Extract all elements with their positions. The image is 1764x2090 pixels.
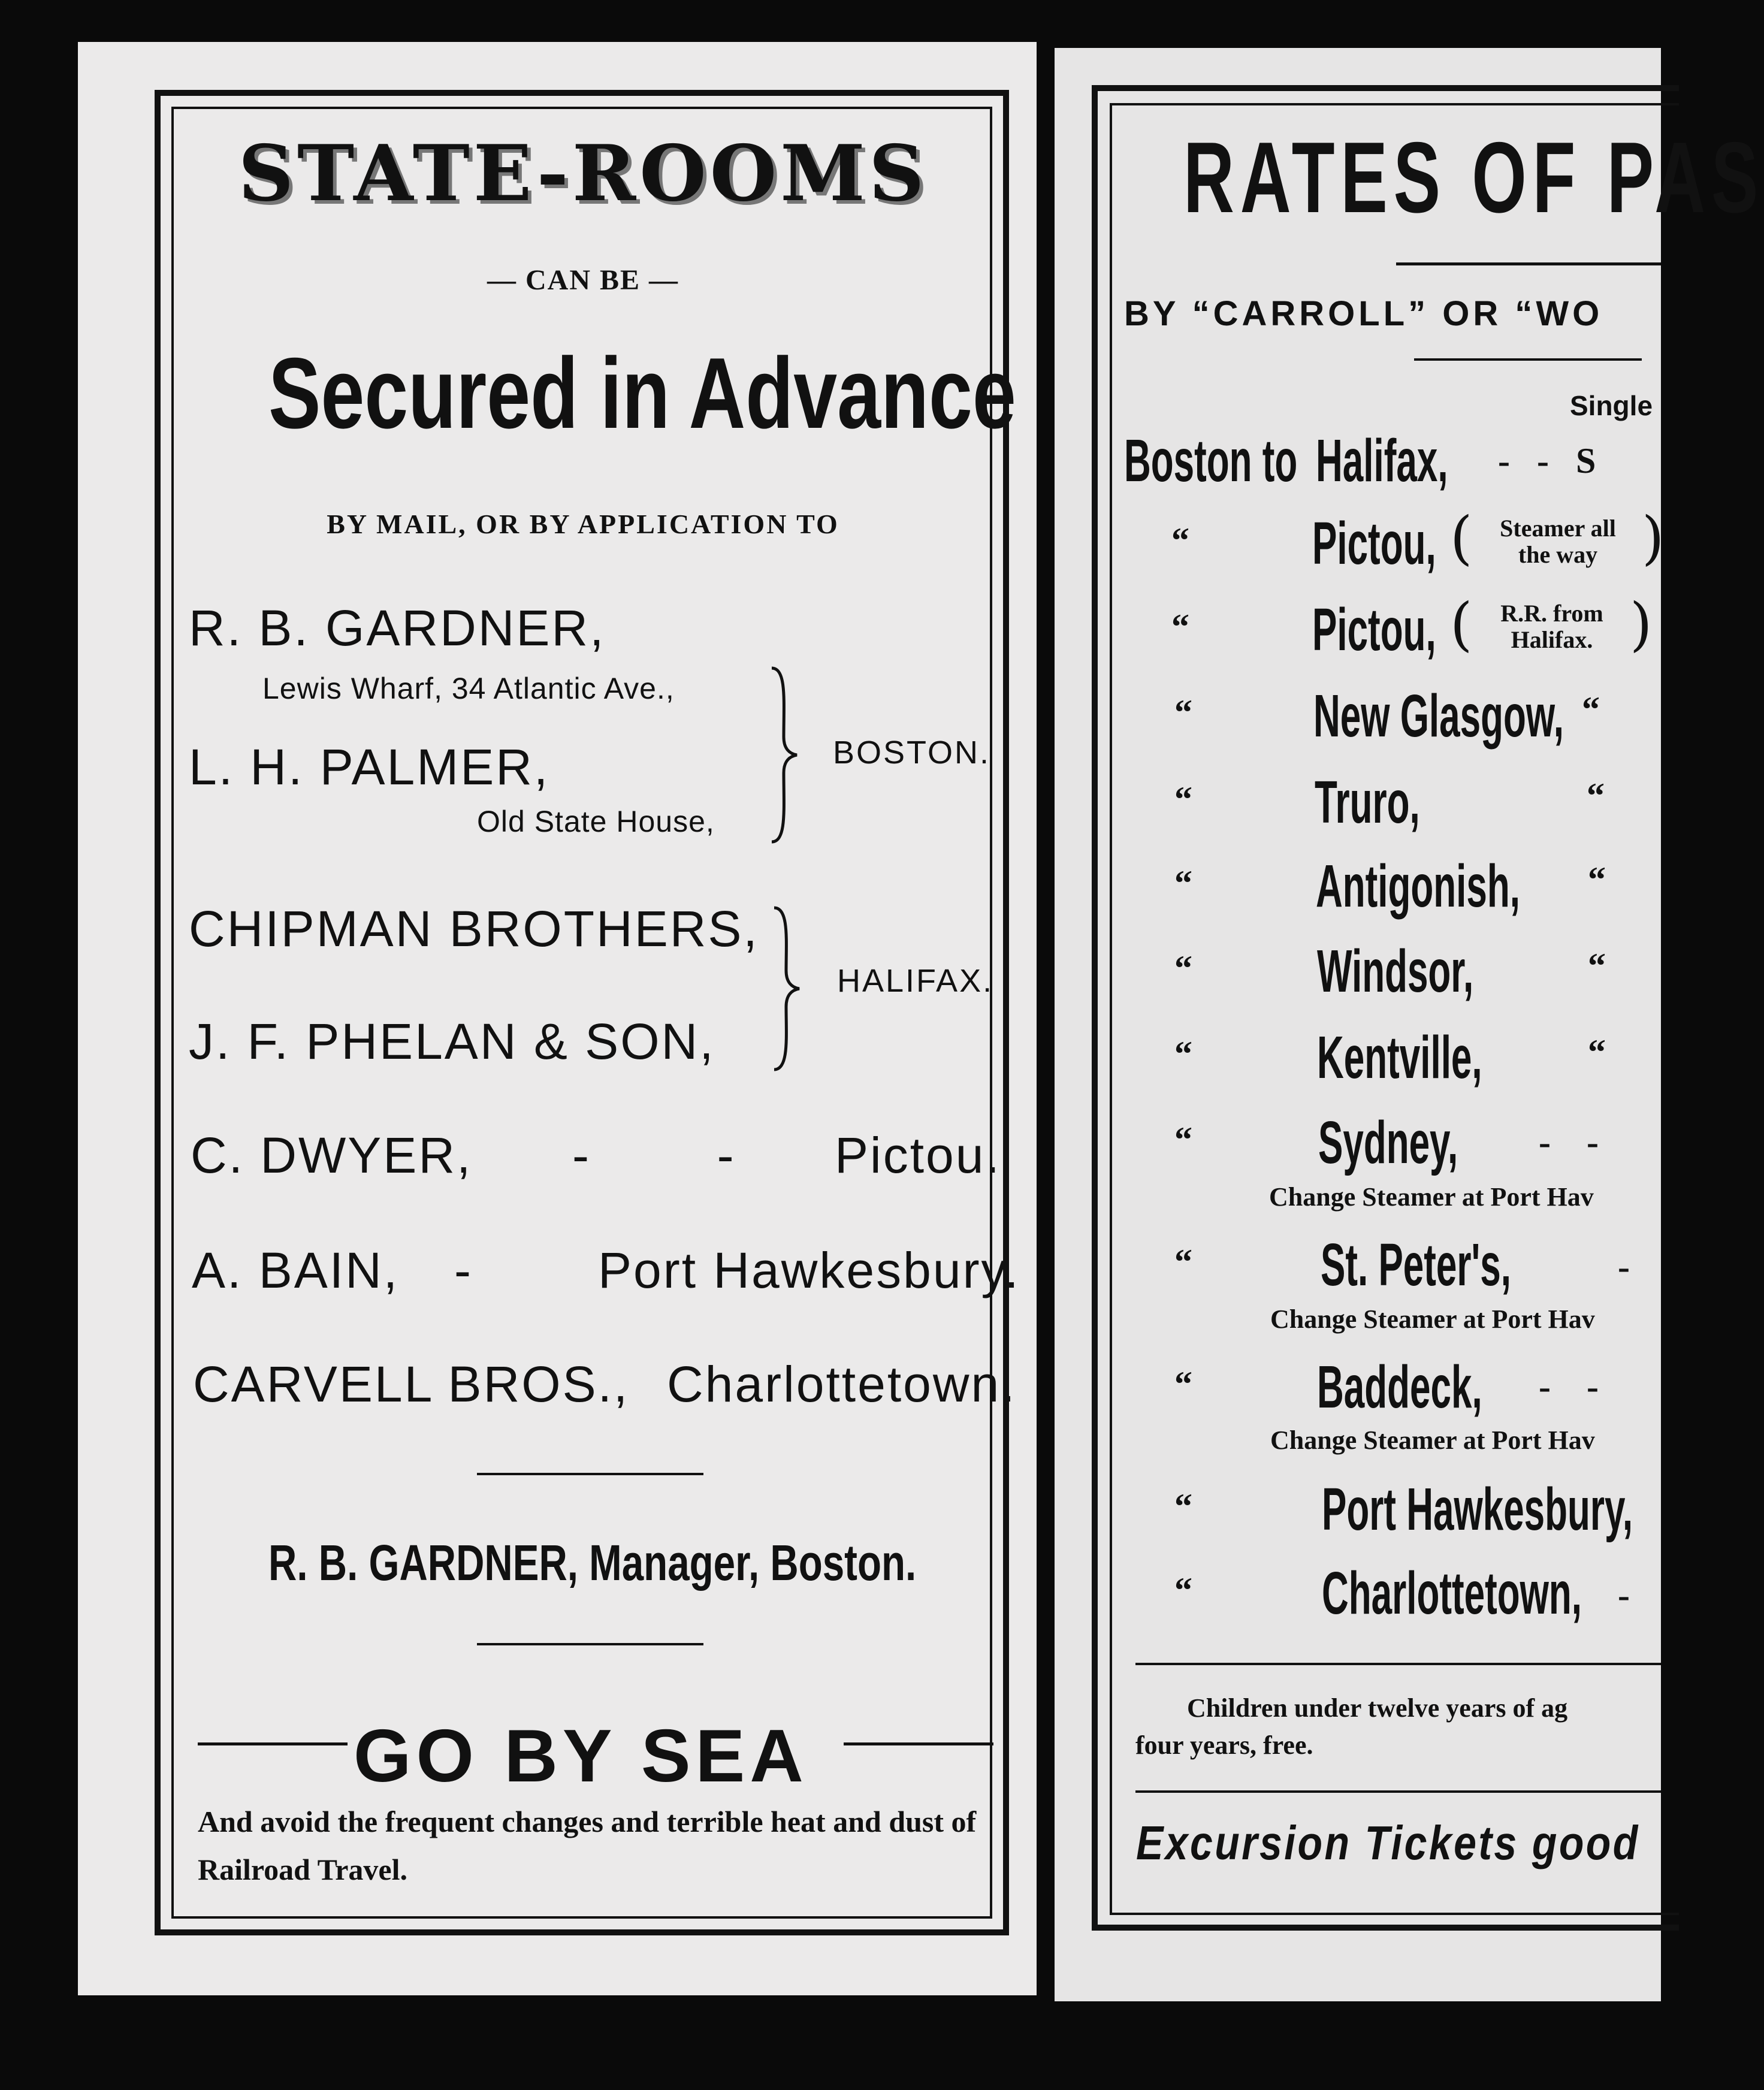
avoid-railroad-text: And avoid the frequent changes and terrible heat and dust of Railroad Travel. <box>198 1805 977 1886</box>
agent-palmer-name: L. H. PALMER, <box>189 739 550 795</box>
paren-open: ( <box>1450 505 1473 572</box>
ditto-mark: “ <box>1174 1242 1192 1282</box>
agent-chipman-name: CHIPMAN BROTHERS, <box>189 901 759 957</box>
can-be-text: — CAN BE — <box>487 264 679 296</box>
pictou-steamer-note <box>1468 515 1648 568</box>
pictou-steamer-note-top: Steamer all <box>1500 515 1616 542</box>
row-dest-charlottetown: Charlottetown, <box>1322 1560 1582 1627</box>
row-tail-truro: “ <box>1587 776 1605 816</box>
go-by-sea-rule-right <box>844 1742 993 1745</box>
state-rooms-title: STATE-ROOMS <box>238 129 928 219</box>
ditto-mark: “ <box>1174 1364 1192 1404</box>
paren-open: ( <box>1450 591 1473 658</box>
row-dest-kentville: Kentville, <box>1317 1024 1482 1091</box>
go-by-sea-rule-left <box>198 1742 348 1745</box>
pictou-rr-note <box>1468 600 1636 653</box>
agent-gardner-address: Lewis Wharf, 34 Atlantic Ave., <box>262 672 675 705</box>
ditto-mark: “ <box>1174 1487 1192 1526</box>
ditto-mark: “ <box>1174 1120 1192 1159</box>
agent-carvell-city: Charlottetown. <box>667 1356 1017 1412</box>
halifax-city-label: HALIFAX. <box>837 963 994 999</box>
agent-dwyer-dashes: - - <box>572 1127 736 1183</box>
boston-brace <box>766 665 802 845</box>
ditto-mark: “ <box>1174 949 1192 988</box>
ditto-mark: “ <box>1174 863 1192 903</box>
agent-bain-city: Port Hawkesbury. <box>598 1242 1020 1298</box>
children-note-line2: four years, free. <box>1135 1730 1313 1760</box>
ditto-mark: “ <box>1174 1570 1192 1610</box>
agent-gardner-name: R. B. GARDNER, <box>189 600 606 656</box>
row-dest-antigonish: Antigonish, <box>1316 853 1520 920</box>
agent-carvell-name: CARVELL BROS., <box>193 1356 630 1412</box>
row-tail-halifax: - - S <box>1498 441 1596 481</box>
boston-city-label: BOSTON. <box>833 735 991 771</box>
excursion-tickets-text: Excursion Tickets good <box>1136 1816 1640 1869</box>
row-dest-pictou-rr: Pictou, <box>1312 596 1436 663</box>
subtitle-rule <box>1414 358 1642 361</box>
row-dest-st-peters: St. Peter's, <box>1321 1231 1511 1298</box>
divider-rule-2 <box>477 1643 703 1645</box>
single-column-header: Single <box>1570 390 1653 421</box>
agent-phelan-name: J. F. PHELAN & SON, <box>189 1013 715 1070</box>
row-dest-sydney: Sydney, <box>1318 1109 1458 1176</box>
agent-dwyer-city: Pictou. <box>835 1127 1001 1183</box>
row-dest-port-hawkesbury: Port Hawkesbury, <box>1322 1476 1633 1543</box>
page-fold <box>1037 36 1055 2013</box>
row-tail-baddeck: - - <box>1539 1367 1599 1406</box>
row-tail-sydney: - - <box>1539 1122 1599 1162</box>
row-tail-antigonish: “ <box>1588 860 1606 899</box>
change-steamer-note-st-peters: Change Steamer at Port Hav <box>1270 1304 1595 1334</box>
pictou-rr-note-bottom: Halifax. <box>1511 626 1593 653</box>
row-tail-new-glasgow: “ <box>1582 690 1600 729</box>
ditto-mark: “ <box>1171 521 1189 560</box>
children-note-line1: Children under twelve years of ag <box>1187 1693 1568 1723</box>
row-tail-st-peters: - <box>1618 1247 1630 1286</box>
row-tail-charlottetown: - <box>1618 1575 1630 1615</box>
rates-title-underline <box>1396 262 1661 265</box>
row-tail-windsor: “ <box>1588 946 1606 986</box>
pictou-rr-note-top: R.R. from <box>1500 600 1603 627</box>
paren-close: ) <box>1630 591 1653 658</box>
row-dest-windsor: Windsor, <box>1317 938 1474 1005</box>
pictou-steamer-note-bottom: the way <box>1518 541 1598 568</box>
excursion-divider <box>1135 1790 1661 1793</box>
row-dest-new-glasgow: New Glasgow, <box>1313 682 1564 750</box>
agent-dwyer-name: C. DWYER, <box>191 1127 473 1183</box>
by-mail-text: BY MAIL, OR BY APPLICATION TO <box>327 509 839 539</box>
change-steamer-note-baddeck: Change Steamer at Port Hav <box>1270 1425 1595 1455</box>
row-tail-kentville: “ <box>1588 1032 1606 1072</box>
agent-bain-name: A. BAIN, <box>192 1242 400 1298</box>
ditto-mark: “ <box>1174 693 1192 732</box>
by-carroll-subtitle: BY “CARROLL” OR “WO <box>1124 294 1603 333</box>
paren-close: ) <box>1642 505 1665 572</box>
right-border-inner <box>1110 103 1679 1915</box>
row-dest-truro: Truro, <box>1315 769 1420 836</box>
halifax-brace <box>768 905 804 1073</box>
row-dest-pictou-steamer: Pictou, <box>1312 510 1436 577</box>
divider-rule-1 <box>477 1473 703 1475</box>
ditto-mark: “ <box>1174 780 1192 819</box>
row-dest-baddeck: Baddeck, <box>1317 1354 1482 1421</box>
row-dest-halifax: Halifax, <box>1316 427 1448 494</box>
row-origin-boston: Boston to <box>1124 427 1298 494</box>
rates-of-passage-title: RATES OF PAS <box>1183 121 1764 234</box>
manager-line: R. B. GARDNER, Manager, Boston. <box>268 1535 917 1591</box>
agent-palmer-address: Old State House, <box>477 805 715 838</box>
ditto-mark: “ <box>1174 1034 1192 1074</box>
go-by-sea-heading: GO BY SEA <box>354 1715 808 1798</box>
agent-bain-dash: - <box>454 1242 473 1298</box>
change-steamer-note-sydney: Change Steamer at Port Hav <box>1269 1182 1594 1212</box>
ditto-mark: “ <box>1171 607 1189 647</box>
secured-in-advance-heading: Secured in Advance <box>268 337 1016 449</box>
children-note <box>1135 1690 1567 1764</box>
rates-divider <box>1135 1663 1661 1665</box>
